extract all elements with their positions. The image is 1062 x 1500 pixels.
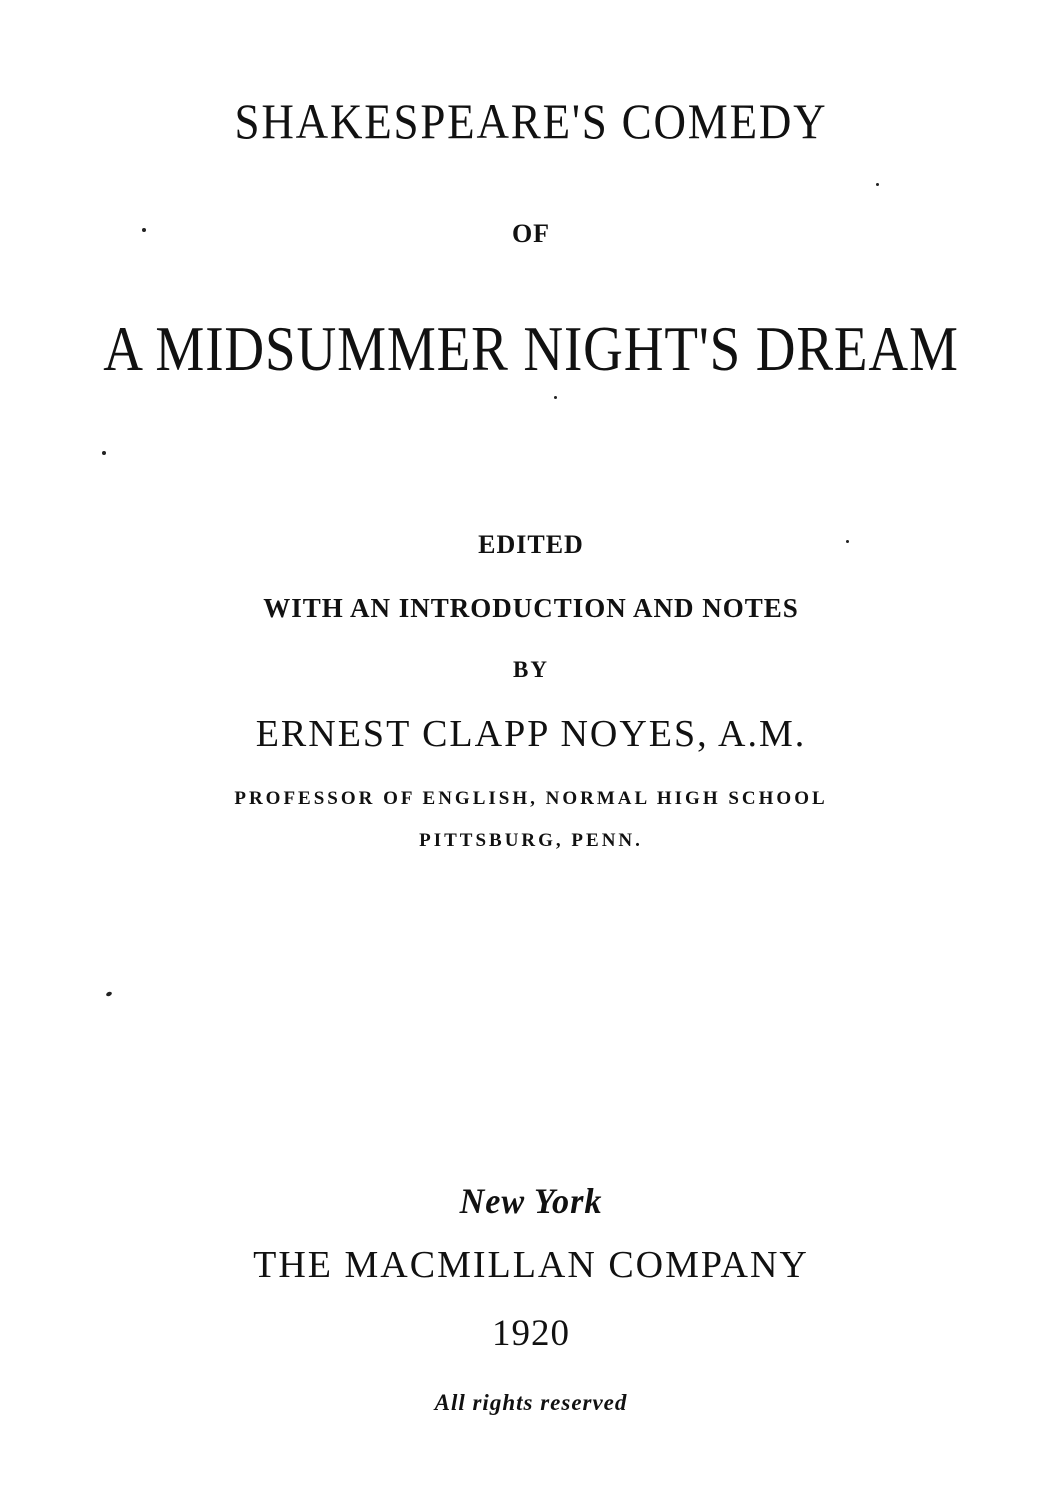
print-speck bbox=[846, 540, 849, 543]
introduction-notes-line: WITH AN INTRODUCTION AND NOTES bbox=[263, 593, 799, 623]
print-speck bbox=[102, 451, 106, 455]
publication-year: 1920 bbox=[492, 1313, 570, 1354]
rights-notice: All rights reserved bbox=[434, 1390, 628, 1415]
print-speck bbox=[105, 991, 112, 997]
series-title: SHAKESPEARE'S COMEDY bbox=[234, 93, 828, 149]
editor-position: PROFESSOR OF ENGLISH, NORMAL HIGH SCHOOL bbox=[234, 788, 828, 809]
publisher-name: THE MACMILLAN COMPANY bbox=[253, 1244, 809, 1286]
by-label: BY bbox=[513, 657, 549, 682]
play-title: A MIDSUMMER NIGHT'S DREAM bbox=[103, 313, 959, 384]
publication-city: New York bbox=[459, 1181, 603, 1221]
print-speck bbox=[876, 183, 879, 186]
print-speck bbox=[554, 396, 557, 399]
editor-name: ERNEST CLAPP NOYES, A.M. bbox=[255, 713, 807, 755]
editor-location: PITTSBURG, PENN. bbox=[419, 830, 643, 851]
print-speck bbox=[142, 228, 146, 232]
of-label: OF bbox=[511, 219, 551, 248]
edited-label: EDITED bbox=[478, 530, 584, 559]
